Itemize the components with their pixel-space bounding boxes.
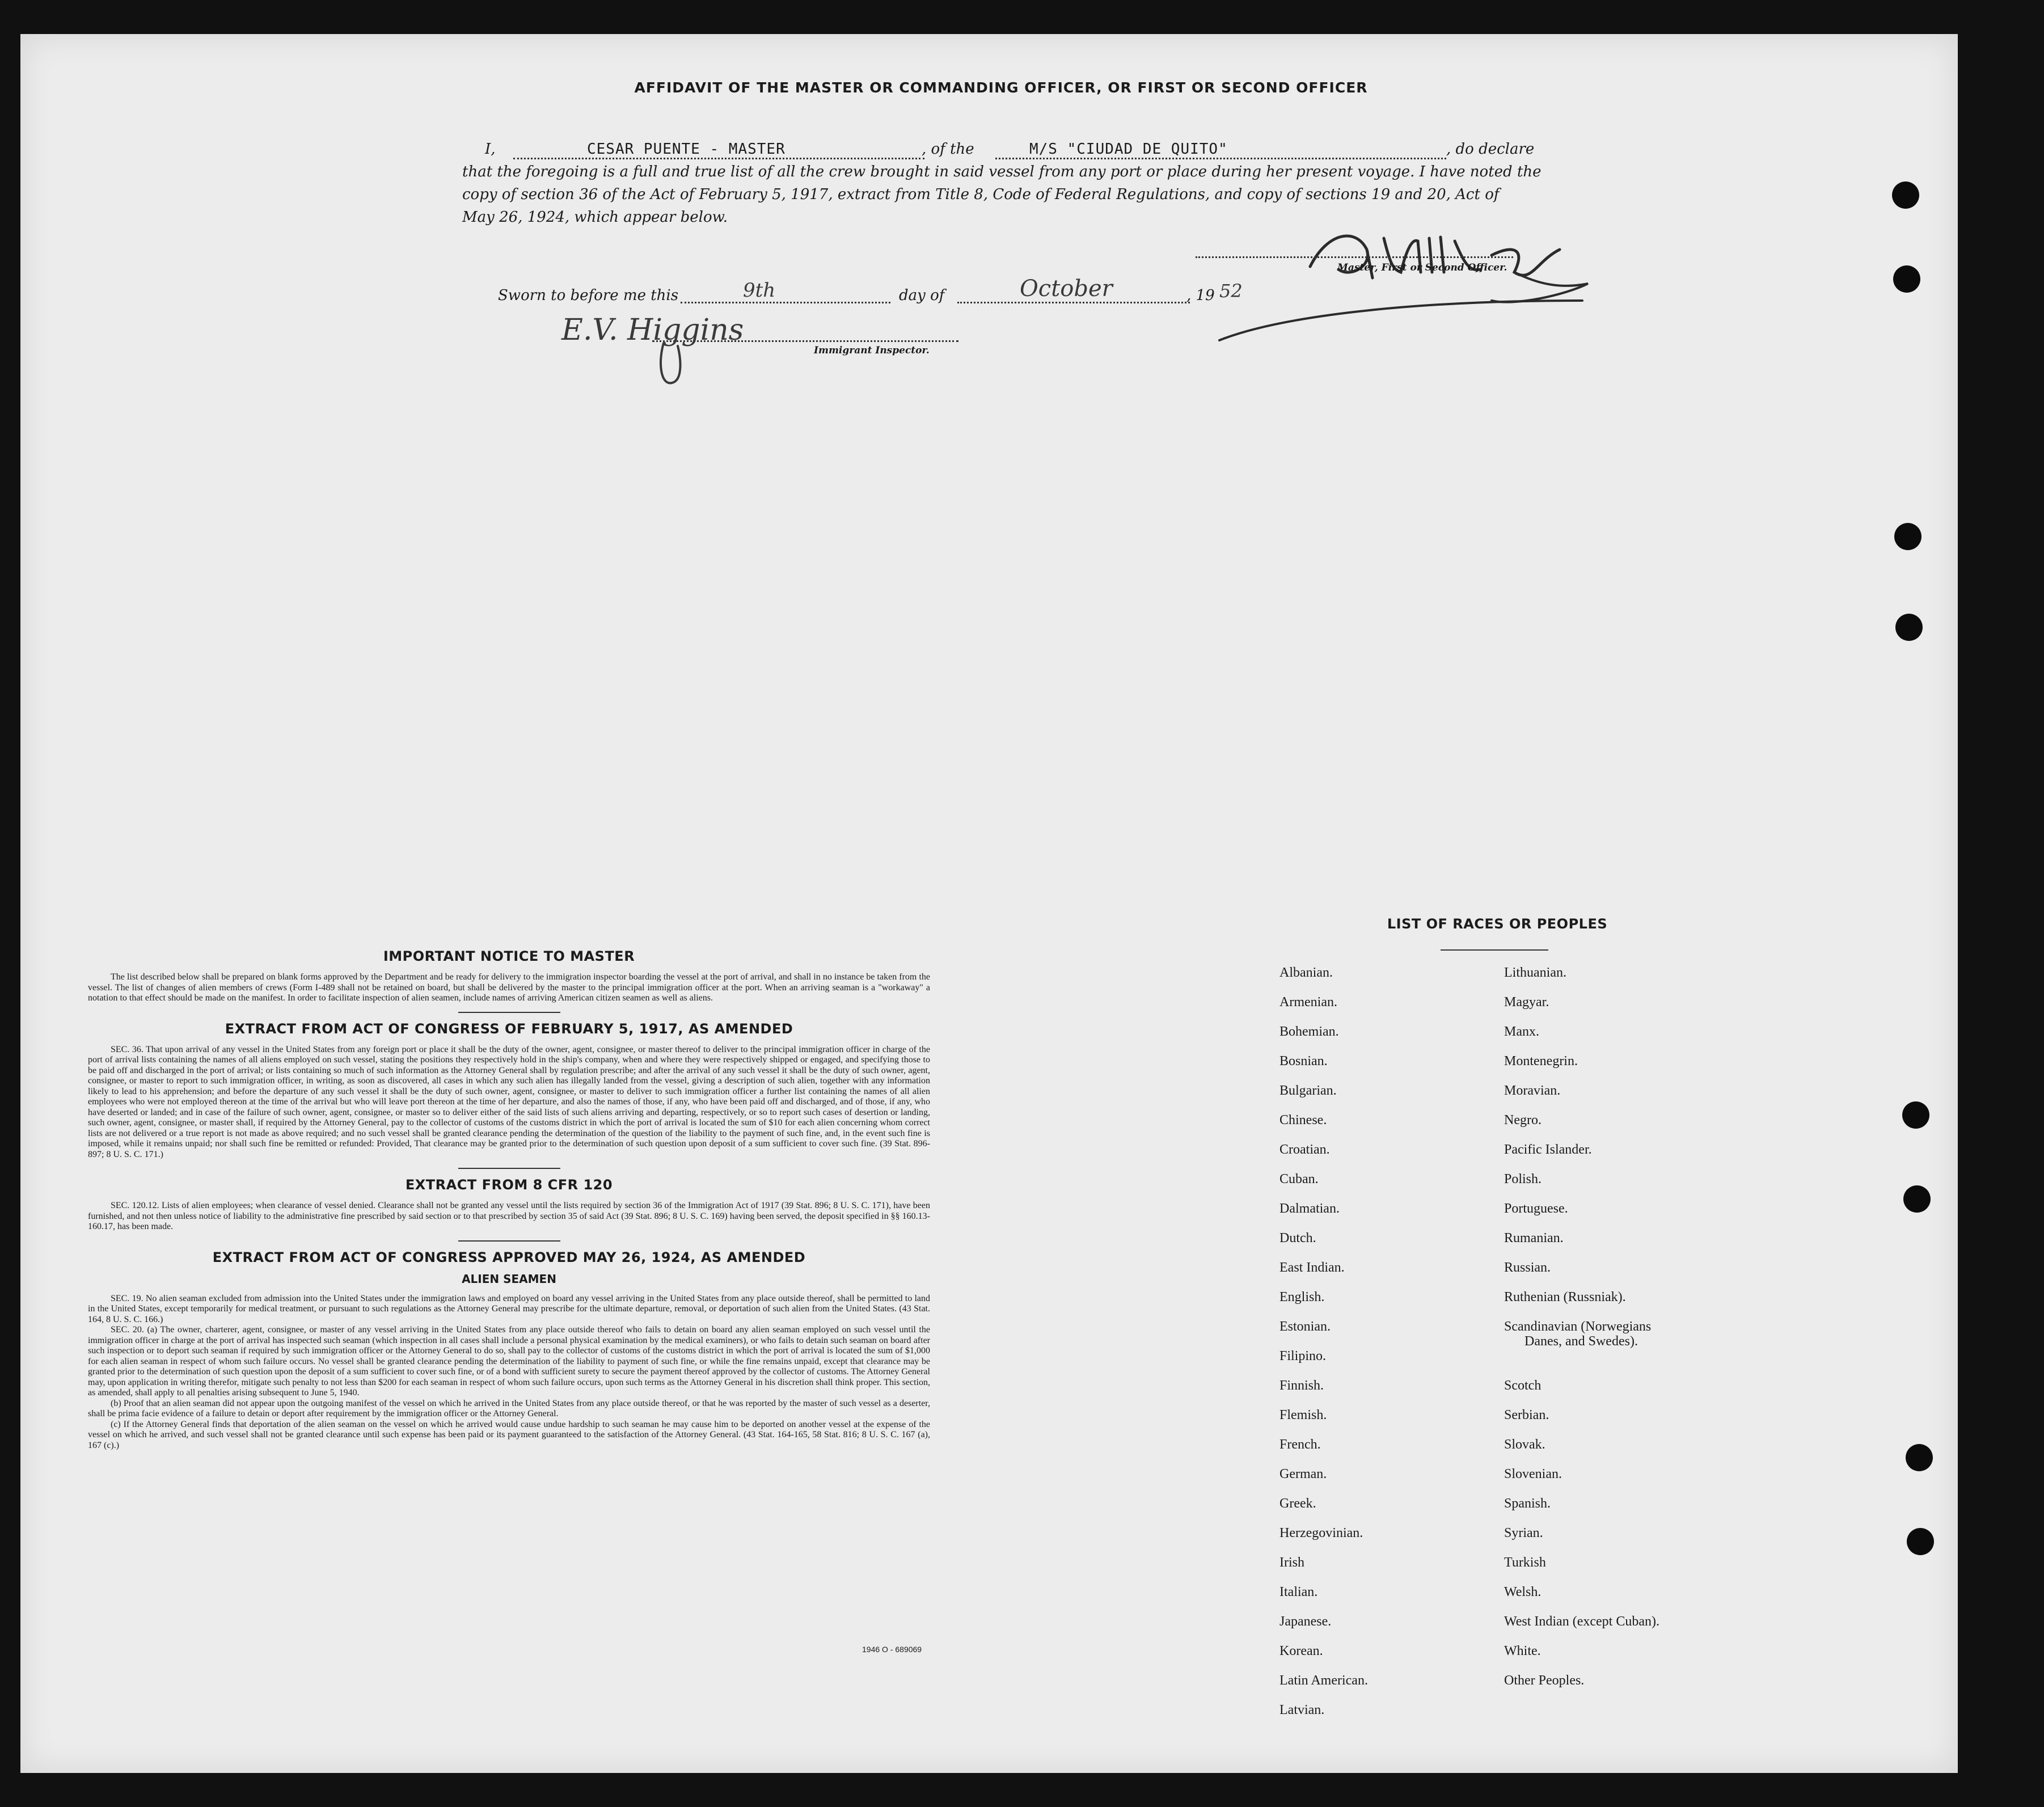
race-item: Chinese. — [1279, 1113, 1327, 1128]
binder-hole — [1895, 614, 1923, 641]
race-item: Albanian. — [1279, 965, 1333, 980]
race-item: Other Peoples. — [1504, 1673, 1585, 1688]
race-item: Spanish. — [1504, 1496, 1551, 1511]
race-item: Japanese. — [1279, 1614, 1332, 1629]
race-item: Serbian. — [1504, 1408, 1549, 1422]
race-item: Syrian. — [1504, 1526, 1543, 1540]
race-item: Moravian. — [1504, 1083, 1561, 1098]
extract-1924-sec20c: (c) If the Attorney General finds that deportation of the alien seaman on the vessel on which he arrived would cause undue hardship to such seaman he may cause him to be deported on another vessel at the expense of the vessel on which he arrived, and such vessel shall not be granted clearance until such expense has been paid or its payment guaranteed to the satisfaction of the Attorney General. (43 Stat. 164-165, 58 Stat. 816; 8 U. S. C. 167 (a), 167 (c).) — [88, 1419, 930, 1450]
race-item: Bosnian. — [1279, 1054, 1328, 1069]
binder-hole — [1892, 181, 1919, 209]
notices-column — [88, 948, 930, 1451]
binder-hole — [1902, 1101, 1929, 1129]
race-item: Estonian. — [1279, 1319, 1331, 1334]
races-heading: LIST OF RACES OR PEOPLES — [1387, 916, 1608, 932]
races-heading-rule — [1441, 949, 1548, 951]
race-item: Dutch. — [1279, 1231, 1316, 1246]
binder-hole — [1906, 1444, 1933, 1471]
race-item: Italian. — [1279, 1585, 1318, 1599]
extract-1917-text: SEC. 36. That upon arrival of any vessel in the United States from any foreign port or place it shall be the duty of the owner, agent, consignee, or master thereof to deliver to the principal immigration officer in charge of the port of arrival lists containing the names of all aliens employed on such vessel, stating the positions they respectively hold in the ship's company, when and where they were respectively shipped or engaged, and specifying those to be paid off and discharged in the port of arrival; or lists containing so much of such information as the Attorney General shall by regulation prescribe; and after the arrival of any such vessel it shall be the duty of such owner, agent, consignee, or master to report to such immigration officer, in writing, as soon as discovered, all cases in which any such alien has illegally landed from the vessel, giving a description of such alien, together with any information likely to lead to his apprehension; and before the departure of any such vessel it shall be the duty of such owner, agent, consignee, or master to deliver to such immigration officer a further list containing the names of all alien employees who were not employed thereon at the time of the arrival but who will leave port thereon at the time of her departure, and also the names of those, if any, who have been paid off and discharged, and of those, if any, who have deserted or landed; and in case of the failure of such owner, agent, consignee, or master so to deliver either of the said lists of such aliens arriving and departing, respectively, or so to report such cases of desertion or landing, such owner, agent, consignee, or master shall, if required by the Attorney General, pay to the collector of customs of the customs district in which the port of arrival is located the sum of $10 for each alien concerning whom correct lists are not delivered or a true report is not made as above required; and no such vessel shall be granted clearance pending the determination of the question of the liability to the payment of such fine, and, in the event such fine is imposed, while it remains unpaid; nor shall such fine be remitted or refunded: Provided, That clearance may be granted prior to the determination of such question upon deposit of a sum sufficient to cover such fine. (39 Stat. 896-897; 8 U. S. C. 171.) — [88, 1044, 930, 1159]
inspector-caption: Immigrant Inspector. — [814, 345, 930, 356]
sworn-year-suffix: 52 — [1219, 280, 1243, 302]
race-item: White. — [1504, 1644, 1541, 1658]
sworn-day-of: day of — [899, 287, 945, 304]
extract-1924-sec20b: (b) Proof that an alien seaman did not appear upon the outgoing manifest of the vessel on which he arrived in the United States from any place outside thereof, or that he was reported by the master of such vessel as a deserter, shall be prima facie evidence of a failure to detain or deport after requirement by the immigration officer or the Attorney General. — [88, 1398, 930, 1418]
race-item: Welsh. — [1504, 1585, 1542, 1599]
section-divider — [458, 1240, 560, 1242]
alien-seamen-subheading: ALIEN SEAMEN — [462, 1272, 556, 1286]
master-signature-line — [1196, 256, 1513, 258]
sworn-day-field: 9th — [681, 279, 890, 303]
sworn-label: Sworn to before me this — [498, 287, 679, 304]
race-item: Armenian. — [1279, 995, 1337, 1010]
race-item: Magyar. — [1504, 995, 1549, 1010]
declaration-line-4: May 26, 1924, which appear below. — [462, 209, 728, 226]
race-item: Danes, and Swedes). — [1524, 1334, 1638, 1349]
inspector-signature-flourish — [652, 340, 703, 391]
race-item: East Indian. — [1279, 1260, 1345, 1275]
race-item: Latin American. — [1279, 1673, 1368, 1688]
master-signature — [1197, 216, 1594, 352]
cfr-text: SEC. 120.12. Lists of alien employees; when clearance of vessel denied. Clearance shall not be granted any vessel until the lists required by section 36 of the Immigration Act of 1917 (39 Stat. 896; 8 U. S. C. 171), have been furnished, and not then unless notice of liability to the administrative fine prescribed by said section or to that prescribed by section 35 of said Act (39 Stat. 896; 8 U. S. C. 169) having been served, the deposit specified in §§ 160.13-160.17, has been made. — [88, 1201, 930, 1231]
binder-hole — [1903, 1185, 1931, 1213]
race-item: French. — [1279, 1437, 1321, 1452]
binder-hole — [1907, 1528, 1934, 1555]
race-item: Pacific Islander. — [1504, 1142, 1592, 1157]
race-item: Filipino. — [1279, 1349, 1327, 1363]
race-item: Herzegovinian. — [1279, 1526, 1363, 1540]
race-item: Bulgarian. — [1279, 1083, 1337, 1098]
race-item: Turkish — [1504, 1555, 1546, 1570]
race-item: Dalmatian. — [1279, 1201, 1340, 1216]
race-item: Latvian. — [1279, 1703, 1325, 1717]
master-name-field: CESAR PUENTE - MASTER — [513, 141, 924, 159]
affidavit-title: AFFIDAVIT OF THE MASTER OR COMMANDING OFFICER, OR FIRST OR SECOND OFFICER — [634, 79, 1368, 96]
master-signature-caption: Master, First or Second Officer. — [1337, 262, 1507, 273]
binder-hole — [1893, 265, 1920, 293]
race-item: Croatian. — [1279, 1142, 1330, 1157]
race-item: West Indian (except Cuban). — [1504, 1614, 1659, 1629]
declaration-i: I, — [485, 141, 496, 158]
race-item: Irish — [1279, 1555, 1304, 1570]
declaration-line-2: that the foregoing is a full and true list of all the crew brought in said vessel from any port or place during her present voyage. I have noted the — [462, 163, 1542, 180]
race-item: Greek. — [1279, 1496, 1316, 1511]
notice-heading: IMPORTANT NOTICE TO MASTER — [383, 948, 635, 964]
race-item: Slovenian. — [1504, 1467, 1562, 1481]
declaration-of-the: , of the — [922, 141, 974, 158]
extract-1924-heading: EXTRACT FROM ACT OF CONGRESS APPROVED MAY 26, 1924, AS AMENDED — [212, 1249, 806, 1265]
extract-1917-heading: EXTRACT FROM ACT OF CONGRESS OF FEBRUARY 5, 1917, AS AMENDED — [225, 1020, 793, 1037]
race-item: Polish. — [1504, 1172, 1542, 1187]
race-item: Russian. — [1504, 1260, 1551, 1275]
race-item: Korean. — [1279, 1644, 1323, 1658]
vessel-name-field: M/S "CIUDAD DE QUITO" — [995, 141, 1446, 159]
races-column-1 — [1279, 965, 1368, 1732]
race-item: Slovak. — [1504, 1437, 1545, 1452]
sworn-year-prefix: , 19 — [1186, 287, 1215, 304]
race-item: Portuguese. — [1504, 1201, 1568, 1216]
race-item: Scandinavian (Norwegians — [1504, 1319, 1652, 1334]
race-item: Montenegrin. — [1504, 1054, 1578, 1069]
race-item: Lithuanian. — [1504, 965, 1566, 980]
races-column-2 — [1504, 965, 1659, 1703]
cfr-heading: EXTRACT FROM 8 CFR 120 — [405, 1177, 613, 1193]
extract-1924-sec20a: SEC. 20. (a) The owner, charterer, agent, consignee, or master of any vessel arriving in the United States from any place outside thereof who fails to detain on board any alien seaman employed on such vessel until the immigration officer in charge at the port of arrival has inspected such seaman (which inspection in all cases shall include a personal physical examination by the medical examiners), or who fails to detain such seaman on board after such inspection or to deport such seaman if required by such immigration officer or the Attorney General to do so, shall pay to the collector of customs of the customs district in which the port of arrival is located the sum of $1,000 for each alien seaman in respect of whom such failure occurs. No vessel shall be granted clearance pending the determination of the liability to payment of such fine, or while the fine remains unpaid, except that clearance may be granted prior to the determination of such question upon the deposit of a sum sufficient to cover such fine, or of a bond with sufficient surety to secure the payment thereof approved by the collector of customs. The Attorney General may, upon application in writing therefor, mitigate such penalty to not less than $200 for each seaman in respect of whom such failure occurs, upon such terms as the Attorney General in his discretion shall think proper. This section, as amended, shall apply to all penalties arising subsequent to June 5, 1940. — [88, 1325, 930, 1398]
declaration-do-declare: , do declare — [1446, 141, 1535, 158]
race-item: German. — [1279, 1467, 1327, 1481]
inspector-signature-line — [652, 340, 958, 342]
race-item: Flemish. — [1279, 1408, 1327, 1422]
race-item: Manx. — [1504, 1024, 1539, 1039]
race-item: Finnish. — [1279, 1378, 1324, 1393]
race-item: Scotch — [1504, 1378, 1542, 1393]
extract-1924-sec19: SEC. 19. No alien seaman excluded from admission into the United States under the immigration laws and employed on board any vessel arriving in the United States from any place outside thereof, shall be permitted to land in the United States, except temporarily for medical treatment, or pursuant to such regulations as the Attorney General may prescribe for the ultimate departure, removal, or deportation of such alien from the United States. (43 Stat. 164, 8 U. S. C. 166.) — [88, 1293, 930, 1324]
print-code: 1946 O - 689069 — [862, 1645, 922, 1654]
section-divider — [458, 1012, 560, 1013]
race-item: Negro. — [1504, 1113, 1542, 1128]
race-item: Bohemian. — [1279, 1024, 1339, 1039]
declaration-line-3: copy of section 36 of the Act of February 5, 1917, extract from Title 8, Code of Federal Regulations, and copy of sections 19 and 20, Act of — [462, 186, 1500, 203]
section-divider — [458, 1168, 560, 1169]
race-item: Ruthenian (Russniak). — [1504, 1290, 1626, 1304]
race-item: Rumanian. — [1504, 1231, 1564, 1246]
sworn-month-field: October — [957, 276, 1190, 303]
inspector-signature: E.V. Higgins — [561, 313, 744, 347]
race-item: Cuban. — [1279, 1172, 1319, 1187]
binder-hole — [1894, 523, 1921, 550]
notice-text: The list described below shall be prepared on blank forms approved by the Department and be ready for delivery to the immigration inspector boarding the vessel at the port of arrival, and shall in no instance be taken from the vessel. The list of changes of alien members of crews (Form I-489 shall not be retained on board, but shall be delivered by the master to the principal immigration officer at the port. When an arriving seaman is a "workaway" a notation to that effect should be made on the manifest. In order to facilitate inspection of alien seamen, include names of arriving American citizen seamen as well as aliens. — [88, 972, 930, 1003]
race-item: English. — [1279, 1290, 1325, 1304]
